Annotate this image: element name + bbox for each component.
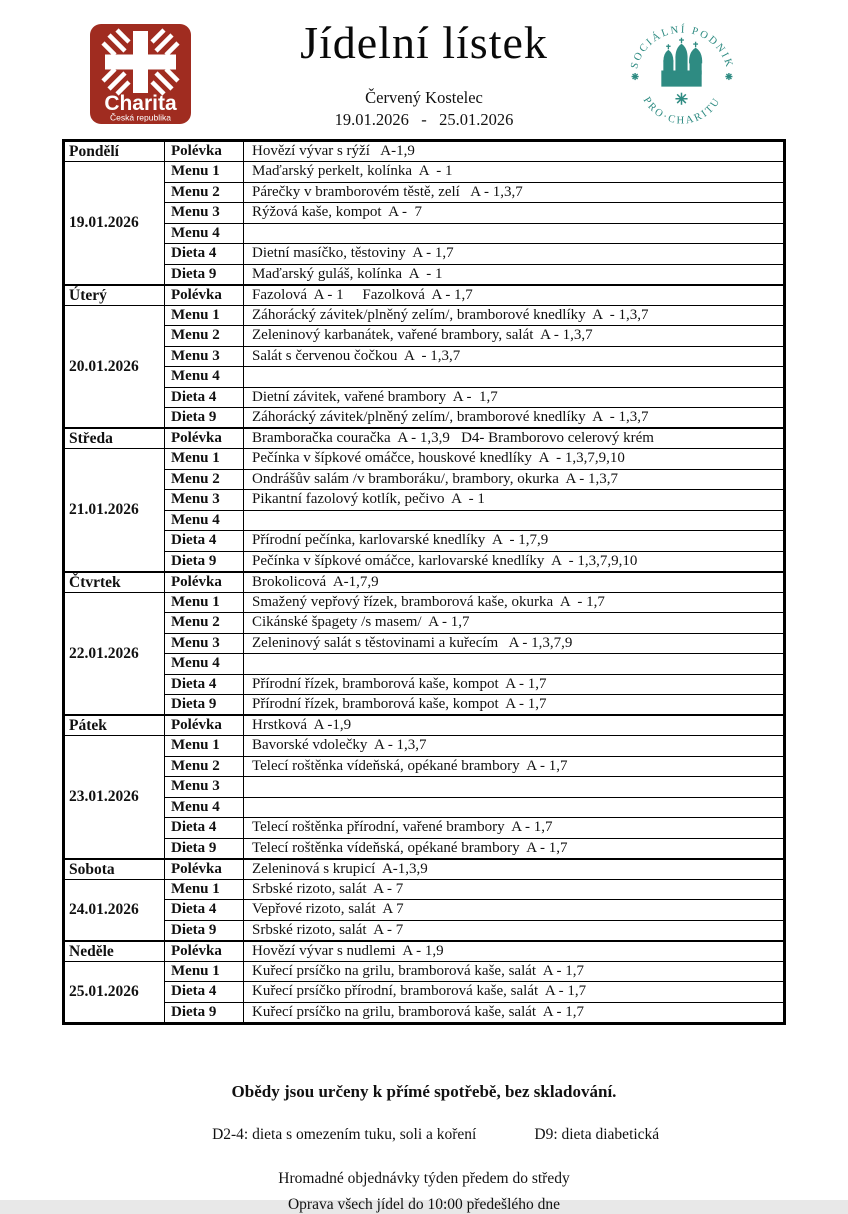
meal-type-cell: Polévka <box>165 941 244 962</box>
dish-cell: Kuřecí prsíčko přírodní, bramborová kaše, salát A - 1,7 <box>244 982 785 1003</box>
dish-cell <box>244 654 785 675</box>
menu-table-row <box>64 797 785 818</box>
date-cell: 25.01.2026 <box>64 961 165 1023</box>
location-subtitle: Červený Kostelec <box>365 88 483 107</box>
menu-table-row <box>64 428 785 449</box>
dish-cell: Zeleninová s krupicí A-1,3,9 <box>244 859 785 880</box>
menu-table-row <box>64 203 785 224</box>
menu-table-body <box>64 141 785 1024</box>
menu-table-row <box>64 674 785 695</box>
meal-type-cell: Dieta 9 <box>165 551 244 572</box>
day-name-cell: Středa <box>64 428 165 449</box>
dish-cell: Ondrášův salám /v bramboráku/, brambory, okurka A - 1,3,7 <box>244 469 785 490</box>
dish-cell: Záhorácký závitek/plněný zelím/, bramborové knedlíky A - 1,3,7 <box>244 408 785 429</box>
menu-table-row <box>64 695 785 716</box>
meal-type-cell: Menu 2 <box>165 756 244 777</box>
menu-table-row <box>64 531 785 552</box>
meal-type-cell: Dieta 4 <box>165 244 244 265</box>
meal-type-cell: Menu 3 <box>165 777 244 798</box>
meal-type-cell: Menu 3 <box>165 633 244 654</box>
menu-table-row <box>64 551 785 572</box>
menu-table-row <box>64 469 785 490</box>
meal-type-cell: Menu 3 <box>165 346 244 367</box>
menu-table-row <box>64 818 785 839</box>
meal-type-cell: Menu 2 <box>165 469 244 490</box>
menu-table-row <box>64 756 785 777</box>
dish-cell: Přírodní pečínka, karlovarské knedlíky A - 1,7,9 <box>244 531 785 552</box>
meal-type-cell: Menu 4 <box>165 654 244 675</box>
footer-consumption-note: Obědy jsou určeny k přímé spotřebě, bez skladování. <box>231 1082 617 1101</box>
day-name-cell: Pondělí <box>64 141 165 162</box>
footer-diet-d9: D9: dieta diabetická <box>534 1126 660 1143</box>
meal-type-cell: Dieta 9 <box>165 695 244 716</box>
dish-cell <box>244 367 785 388</box>
date-cell: 20.01.2026 <box>64 305 165 428</box>
meal-type-cell: Menu 4 <box>165 797 244 818</box>
menu-table-row <box>64 387 785 408</box>
day-name-cell: Neděle <box>64 941 165 962</box>
menu-table-row <box>64 408 785 429</box>
meal-type-cell: Menu 1 <box>165 449 244 470</box>
menu-table-row <box>64 223 785 244</box>
menu-table-row <box>64 633 785 654</box>
menu-table-row <box>64 879 785 900</box>
meal-type-cell: Menu 2 <box>165 613 244 634</box>
dish-cell: Smažený vepřový řízek, bramborová kaše, okurka A - 1,7 <box>244 592 785 613</box>
charita-logo-subtitle: Česká republika <box>110 112 171 123</box>
dish-cell <box>244 777 785 798</box>
dish-cell: Telecí roštěnka přírodní, vařené brambory A - 1,7 <box>244 818 785 839</box>
dish-cell: Fazolová A - 1 Fazolková A - 1,7 <box>244 285 785 306</box>
menu-table-row <box>64 264 785 285</box>
footer-diet-d24: D2-4: dieta s omezením tuku, soli a koření <box>212 1126 477 1143</box>
meal-type-cell: Menu 3 <box>165 490 244 511</box>
date-cell: 24.01.2026 <box>64 879 165 941</box>
date-cell: 22.01.2026 <box>64 592 165 715</box>
meal-type-cell: Polévka <box>165 859 244 880</box>
dish-cell: Záhorácký závitek/plněný zelím/, bramborové knedlíky A - 1,3,7 <box>244 305 785 326</box>
dish-cell: Pečínka v šípkové omáčce, houskové knedlíky A - 1,3,7,9,10 <box>244 449 785 470</box>
meal-type-cell: Dieta 9 <box>165 408 244 429</box>
menu-table-row <box>64 244 785 265</box>
menu-table-row <box>64 1002 785 1023</box>
meal-type-cell: Polévka <box>165 285 244 306</box>
dish-cell: Telecí roštěnka vídeňská, opékané brambory A - 1,7 <box>244 756 785 777</box>
menu-table-row <box>64 941 785 962</box>
meal-type-cell: Menu 4 <box>165 510 244 531</box>
dish-cell: Cikánské špagety /s masem/ A - 1,7 <box>244 613 785 634</box>
menu-table-row <box>64 900 785 921</box>
logo-top-arc-text: SOCIÁLNÍ PODNIK <box>629 24 735 71</box>
meal-type-cell: Menu 1 <box>165 592 244 613</box>
dish-cell <box>244 223 785 244</box>
dish-cell: Vepřové rizoto, salát A 7 <box>244 900 785 921</box>
meal-type-cell: Polévka <box>165 572 244 593</box>
dish-cell: Telecí roštěnka vídeňská, opékané brambory A - 1,7 <box>244 838 785 859</box>
dish-cell: Hrstková A -1,9 <box>244 715 785 736</box>
meal-type-cell: Polévka <box>165 428 244 449</box>
menu-table-row <box>64 449 785 470</box>
meal-type-cell: Polévka <box>165 715 244 736</box>
dish-cell: Maďarský guláš, kolínka A - 1 <box>244 264 785 285</box>
menu-table-row <box>64 367 785 388</box>
meal-type-cell: Menu 2 <box>165 326 244 347</box>
meal-type-cell: Dieta 9 <box>165 920 244 941</box>
meal-type-cell: Menu 1 <box>165 879 244 900</box>
page-title: Jídelní lístek <box>300 17 548 68</box>
menu-table-row <box>64 592 785 613</box>
menu-table-row <box>64 613 785 634</box>
menu-table-row <box>64 162 785 183</box>
dish-cell: Kuřecí prsíčko na grilu, bramborová kaše, salát A - 1,7 <box>244 1002 785 1023</box>
day-name-cell: Úterý <box>64 285 165 306</box>
menu-table-row <box>64 490 785 511</box>
meal-type-cell: Dieta 4 <box>165 900 244 921</box>
meal-type-cell: Menu 3 <box>165 203 244 224</box>
menu-table-row <box>64 982 785 1003</box>
menu-table-row <box>64 346 785 367</box>
menu-table-row <box>64 654 785 675</box>
menu-table-row <box>64 572 785 593</box>
menu-table-row <box>64 141 785 162</box>
meal-type-cell: Dieta 4 <box>165 818 244 839</box>
date-cell: 23.01.2026 <box>64 736 165 859</box>
dish-cell: Pečínka v šípkové omáčce, karlovarské knedlíky A - 1,3,7,9,10 <box>244 551 785 572</box>
meal-type-cell: Menu 1 <box>165 162 244 183</box>
footer-correction-note: Oprava všech jídel do 10:00 předešlého dne <box>287 1196 561 1213</box>
dish-cell: Párečky v bramborovém těstě, zelí A - 1,3,7 <box>244 182 785 203</box>
menu-table <box>62 139 786 1025</box>
meal-type-cell: Menu 4 <box>165 367 244 388</box>
day-name-cell: Pátek <box>64 715 165 736</box>
dish-cell: Hovězí vývar s nudlemi A - 1,9 <box>244 941 785 962</box>
dish-cell: Pikantní fazolový kotlík, pečivo A - 1 <box>244 490 785 511</box>
meal-type-cell: Dieta 9 <box>165 1002 244 1023</box>
footer-diet-legend <box>0 1108 848 1162</box>
dish-cell: Brokolicová A-1,7,9 <box>244 572 785 593</box>
dish-cell: Bramboračka couračka A - 1,3,9 D4- Bramborovo celerový krém <box>244 428 785 449</box>
church-icon <box>661 38 702 87</box>
menu-table-row <box>64 510 785 531</box>
menu-table-row <box>64 736 785 757</box>
meal-type-cell: Dieta 4 <box>165 982 244 1003</box>
day-name-cell: Sobota <box>64 859 165 880</box>
meal-type-cell: Dieta 9 <box>165 264 244 285</box>
meal-type-cell: Menu 4 <box>165 223 244 244</box>
meal-type-cell: Menu 1 <box>165 736 244 757</box>
dish-cell: Zeleninový salát s těstovinami a kuřecím A - 1,3,7,9 <box>244 633 785 654</box>
dish-cell: Salát s červenou čočkou A - 1,3,7 <box>244 346 785 367</box>
menu-table-row <box>64 715 785 736</box>
star-icon <box>675 93 687 105</box>
pro-charitu-logo <box>624 14 740 130</box>
menu-table-row <box>64 961 785 982</box>
dish-cell: Dietní masíčko, těstoviny A - 1,7 <box>244 244 785 265</box>
dish-cell: Zeleninový karbanátek, vařené brambory, salát A - 1,3,7 <box>244 326 785 347</box>
charita-logo-name: Charita <box>104 92 177 115</box>
menu-table-row <box>64 920 785 941</box>
meal-type-cell: Dieta 4 <box>165 531 244 552</box>
menu-table-row <box>64 859 785 880</box>
dish-cell: Přírodní řízek, bramborová kaše, kompot A - 1,7 <box>244 674 785 695</box>
dish-cell: Srbské rizoto, salát A - 7 <box>244 920 785 941</box>
week-date-range: 19.01.2026 - 25.01.2026 <box>334 110 514 129</box>
dish-cell: Maďarský perkelt, kolínka A - 1 <box>244 162 785 183</box>
date-cell: 19.01.2026 <box>64 162 165 285</box>
date-cell: 21.01.2026 <box>64 449 165 572</box>
menu-table-row <box>64 326 785 347</box>
footer-notes <box>0 1082 848 1214</box>
menu-table-row <box>64 182 785 203</box>
logo-bottom-arc-text: PRO·CHARITU <box>640 95 724 127</box>
meal-type-cell: Menu 2 <box>165 182 244 203</box>
dish-cell <box>244 510 785 531</box>
dish-cell: Dietní závitek, vařené brambory A - 1,7 <box>244 387 785 408</box>
meal-type-cell: Dieta 4 <box>165 674 244 695</box>
menu-table-row <box>64 285 785 306</box>
meal-type-cell: Polévka <box>165 141 244 162</box>
meal-type-cell: Dieta 4 <box>165 387 244 408</box>
dish-cell: Kuřecí prsíčko na grilu, bramborová kaše, salát A - 1,7 <box>244 961 785 982</box>
dish-cell: Hovězí vývar s rýží A-1,9 <box>244 141 785 162</box>
menu-table-row <box>64 305 785 326</box>
dish-cell: Rýžová kaše, kompot A - 7 <box>244 203 785 224</box>
meal-type-cell: Menu 1 <box>165 961 244 982</box>
menu-table-row <box>64 777 785 798</box>
day-name-cell: Čtvrtek <box>64 572 165 593</box>
footer-orders-note: Hromadné objednávky týden předem do středy <box>278 1170 570 1187</box>
dish-cell: Bavorské vdolečky A - 1,3,7 <box>244 736 785 757</box>
meal-type-cell: Dieta 9 <box>165 838 244 859</box>
dish-cell <box>244 797 785 818</box>
meal-type-cell: Menu 1 <box>165 305 244 326</box>
dish-cell: Přírodní řízek, bramborová kaše, kompot A - 1,7 <box>244 695 785 716</box>
dish-cell: Srbské rizoto, salát A - 7 <box>244 879 785 900</box>
menu-table-row <box>64 838 785 859</box>
